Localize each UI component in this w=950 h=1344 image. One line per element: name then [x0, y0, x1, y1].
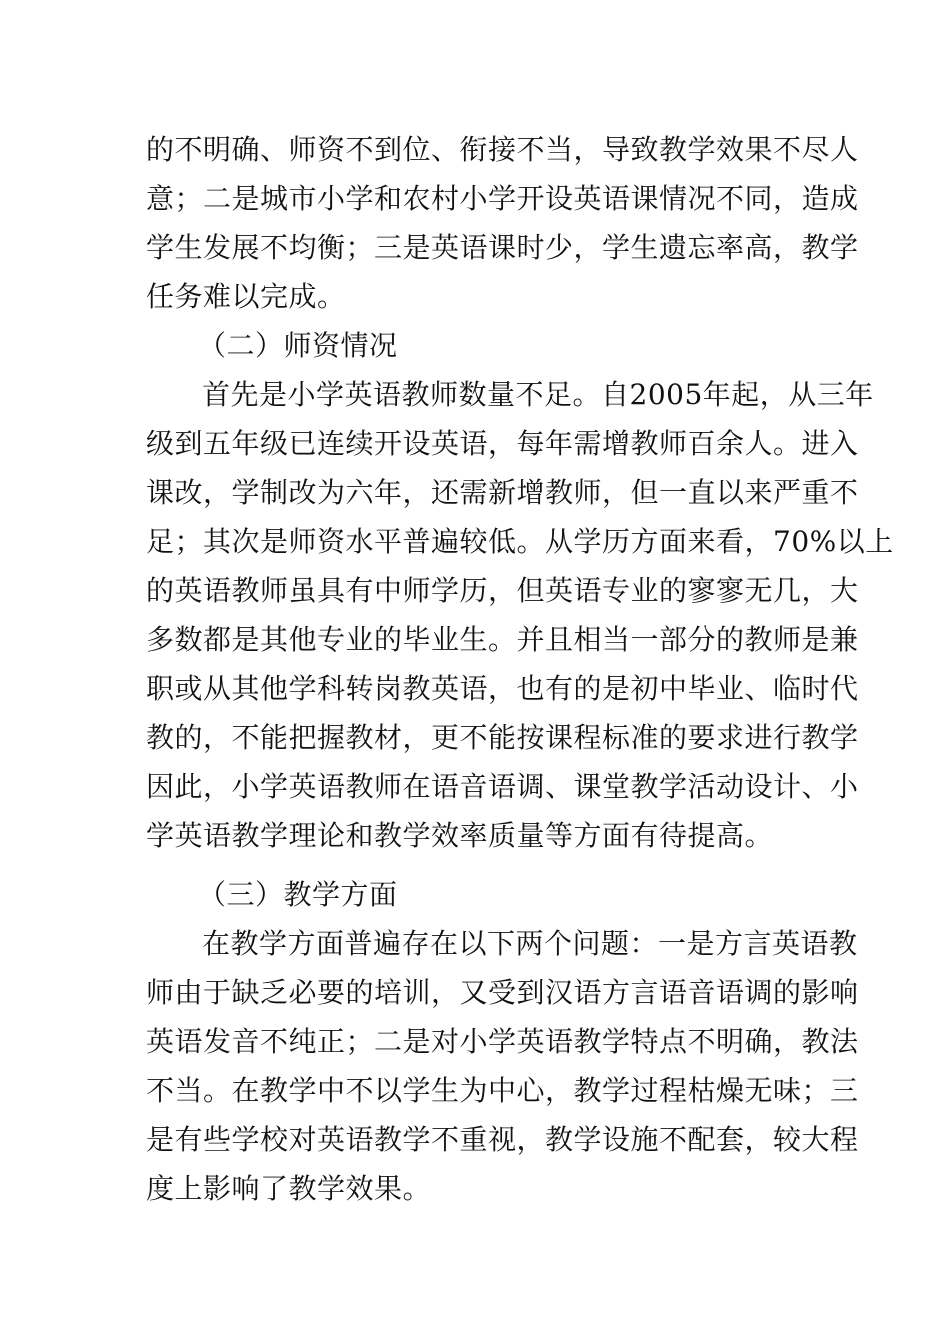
paragraph-2-line-4: 足；其次是师资水平普遍较低。从学历方面来看，70%以上 — [146, 525, 894, 558]
paragraph-2-line-6: 多数都是其他专业的毕业生。并且相当一部分的教师是兼 — [146, 623, 859, 656]
paragraph-1-line-3: 学生发展不均衡；三是英语课时少，学生遗忘率高，教学 — [146, 231, 859, 264]
paragraph-2-line-1: 首先是小学英语教师数量不足。自2005年起，从三年 — [202, 378, 874, 411]
paragraph-3-line-1: 在教学方面普遍存在以下两个问题：一是方言英语教 — [202, 927, 858, 960]
paragraph-1-line-4: 任务难以完成。 — [146, 280, 346, 313]
paragraph-2-line-5: 的英语教师虽具有中师学历，但英语专业的寥寥无几，大 — [146, 574, 859, 607]
paragraph-2-line-10: 学英语教学理论和教学效率质量等方面有待提高。 — [146, 819, 774, 852]
paragraph-3-line-6: 度上影响了教学效果。 — [146, 1172, 432, 1205]
paragraph-2-line-2: 级到五年级已连续开设英语，每年需增教师百余人。进入 — [146, 427, 859, 460]
paragraph-2-line-7: 职或从其他学科转岗教英语，也有的是初中毕业、临时代 — [146, 672, 859, 705]
paragraph-2-line-8: 教的，不能把握教材，更不能按课程标准的要求进行教学 — [146, 721, 859, 754]
paragraph-1-line-2: 意；二是城市小学和农村小学开设英语课情况不同，造成 — [146, 182, 859, 215]
paragraph-2-line-3: 课改，学制改为六年，还需新增教师，但一直以来严重不 — [146, 476, 859, 509]
paragraph-3-line-2: 师由于缺乏必要的培训，又受到汉语方言语音语调的影响 — [146, 976, 859, 1009]
paragraph-2-line-9: 因此，小学英语教师在语音语调、课堂教学活动设计、小 — [146, 770, 859, 803]
paragraph-3-line-3: 英语发音不纯正；二是对小学英语教学特点不明确，教法 — [146, 1025, 859, 1058]
paragraph-3-line-5: 是有些学校对英语教学不重视，教学设施不配套，较大程 — [146, 1123, 859, 1156]
paragraph-1-line-1: 的不明确、师资不到位、衔接不当，导致教学效果不尽人 — [146, 133, 859, 166]
section-heading-teaching: （三）教学方面 — [198, 878, 398, 911]
section-heading-faculty: （二）师资情况 — [198, 329, 398, 362]
paragraph-3-line-4: 不当。在教学中不以学生为中心，教学过程枯燥无味；三 — [146, 1074, 859, 1107]
